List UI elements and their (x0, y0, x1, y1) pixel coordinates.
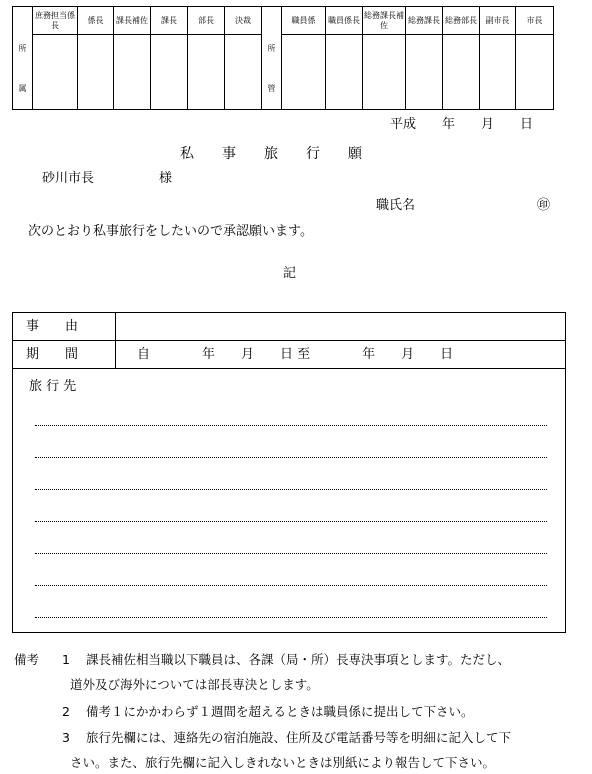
date-line: 平成 年 月 日 (390, 117, 534, 132)
seal-mark: ㊞ (537, 198, 551, 213)
stamp-header: 庶務担当係長 (33, 7, 78, 35)
stamp-box[interactable] (188, 35, 225, 110)
stamp-box[interactable] (480, 35, 516, 110)
writing-line (35, 617, 547, 618)
stamp-header: 市長 (516, 7, 554, 35)
reason-label: 事 由 (26, 319, 79, 334)
intro-text: 次のとおり私事旅行をしたいので承認願います。 (28, 224, 313, 239)
addressee: 砂川市長 様 (42, 171, 173, 186)
reason-row (13, 313, 565, 341)
stamp-box[interactable] (443, 35, 480, 110)
stamp-box[interactable] (114, 35, 151, 110)
stamp-box[interactable] (282, 35, 326, 110)
writing-line (35, 489, 547, 490)
stamp-header: 部長 (188, 7, 225, 35)
note-text: 道外及び海外については部長専決とします。 (70, 677, 319, 692)
stamp-header: 課長 (151, 7, 188, 35)
approval-stamp-table (12, 6, 554, 110)
period-row (13, 341, 565, 369)
note-text: 備考１にかかわらず１週間を超えるときは職員係に提出して下さい。 (86, 704, 474, 719)
stamp-header: 総務課長 (406, 7, 443, 35)
period-field[interactable]: 自 年 月 日 至 年 月 日 (137, 347, 454, 362)
note-number: 2 (62, 704, 70, 719)
stamp-box[interactable] (406, 35, 443, 110)
writing-line (35, 521, 547, 522)
jurisdiction-side-label: 所 管 (262, 7, 282, 110)
destination-field[interactable] (13, 403, 565, 628)
writing-line (35, 585, 547, 586)
section-side-label: 所 属 (13, 7, 33, 110)
stamp-header: 決裁 (225, 7, 262, 35)
note-text: 旅行先欄には、連絡先の宿泊施設、住所及び電話番号等を明細に記入して下 (86, 730, 512, 745)
stamp-box[interactable] (363, 35, 406, 110)
note-number: 1 (62, 652, 70, 667)
writing-line (35, 425, 547, 426)
stamp-header: 係長 (78, 7, 114, 35)
note-text: 課長補佐相当職以下職員は、各課（局・所）長専決事項とします。ただし、 (86, 652, 511, 667)
form-divider (115, 313, 116, 369)
stamp-header: 総務部長 (443, 7, 480, 35)
note-number: 3 (62, 730, 70, 745)
period-label: 期 間 (26, 347, 79, 362)
writing-line (35, 457, 547, 458)
writing-line (35, 553, 547, 554)
stamp-box[interactable] (78, 35, 114, 110)
stamp-box[interactable] (33, 35, 78, 110)
document-title: 私 事 旅 行 願 (180, 146, 362, 162)
stamp-header: 副市長 (480, 7, 516, 35)
stamp-header: 職員係 (282, 7, 326, 35)
note-text: さい。また、旅行先欄に記入しきれないときは別紙により報告して下さい。 (70, 755, 496, 770)
reason-field[interactable] (125, 319, 555, 335)
ki-heading: 記 (283, 266, 297, 281)
stamp-header: 課長補佐 (114, 7, 151, 35)
applicant-name-label: 職氏名 (376, 198, 416, 213)
stamp-box[interactable] (151, 35, 188, 110)
stamp-box[interactable] (225, 35, 262, 110)
notes-heading: 備考 (14, 652, 40, 667)
destination-label: 旅 行 先 (29, 379, 77, 394)
stamp-box[interactable] (516, 35, 554, 110)
stamp-header: 総務課長補佐 (363, 7, 406, 35)
travel-form (12, 312, 566, 633)
stamp-header: 職員係長 (326, 7, 363, 35)
stamp-box[interactable] (326, 35, 363, 110)
